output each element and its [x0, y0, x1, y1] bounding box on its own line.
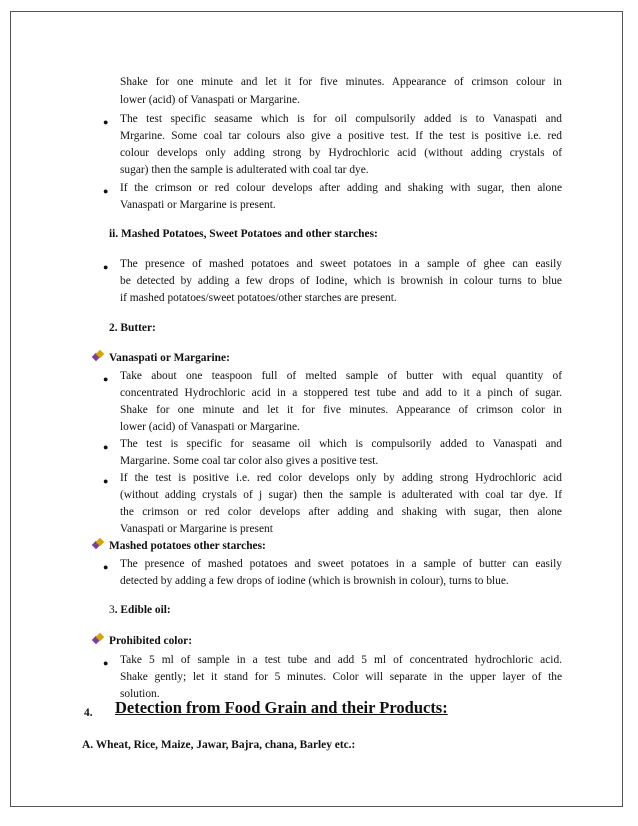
subsection-heading: Prohibited color: [109, 635, 192, 647]
subsection-heading: Mashed potatoes other starches: [109, 540, 266, 552]
text-line: Vanaspati or Margarine is present [120, 523, 273, 535]
bullet-icon: ● [103, 117, 109, 127]
bullet-icon: ● [103, 442, 109, 452]
text-line: sugar) then the sample is adulterated with coal tar dye. [120, 164, 369, 176]
subsection-heading: A. Wheat, Rice, Maize, Jawar, Bajra, chana, Barley etc.: [82, 739, 356, 751]
text-line: The presence of mashed potatoes and sweet potatoes in a sample of butter can easily [120, 558, 562, 570]
text-line: Take about one teaspoon full of melted sample of butter with equal quantity of [120, 370, 562, 382]
section-heading: ii. Mashed Potatoes, Sweet Potatoes and other starches: [109, 228, 378, 240]
text-line: solution. [120, 688, 160, 700]
bullet-icon: ● [103, 562, 109, 572]
text-line: Margarine. Some coal tar color also gives a positive test. [120, 455, 379, 467]
arrow-bullet-icon [93, 351, 104, 362]
text-line: if mashed potatoes/sweet potatoes/other starches are present. [120, 292, 397, 304]
section-number: 3 [109, 604, 115, 616]
text-line: concentrated Hydrochloric acid in a stoppered test tube and add to it a pinch of sugar. [120, 387, 562, 399]
bullet-icon: ● [103, 186, 109, 196]
text-line: The test specific seasame which is for oil compulsorily added is to Vanaspati and [120, 113, 562, 125]
section-heading: 2. Butter: [109, 322, 156, 334]
section-title: . Edible oil: [114, 604, 171, 616]
arrow-bullet-icon [93, 634, 104, 645]
bullet-icon: ● [103, 658, 109, 668]
text-line: Shake gently; let it stand for 5 minutes. Color will separate in the upper layer of the [120, 671, 562, 683]
bullet-icon: ● [103, 476, 109, 486]
arrow-bullet-icon [93, 539, 104, 550]
text-line: The presence of mashed potatoes and sweet potatoes in a sample of ghee can easily [120, 258, 562, 270]
text-line: Shake for one minute and let it for five minutes. Appearance of crimson colour in [120, 76, 562, 88]
text-line: the crimson or red color develops after adding and shaking with sugar, then alone [120, 506, 562, 518]
text-line: Mrgarine. Some coal tar colours also give a positive test. If the test is positive i.e. red [120, 130, 562, 142]
bullet-icon: ● [103, 262, 109, 272]
text-line: be detected by adding a few drops of Iodine, which is brownish in colour turns to blue [120, 275, 562, 287]
section-heading [109, 602, 171, 618]
text-line: If the test is positive i.e. red color develops only by adding strong Hydrochloric acid [120, 472, 562, 484]
text-line: Vanaspati or Margarine is present. [120, 199, 276, 211]
text-line: If the crimson or red colour develops after adding and shaking with sugar, then alone [120, 182, 562, 194]
text-line: colour develops only adding strong by Hydrochloric acid (without adding crystals of [120, 147, 562, 159]
subsection-heading: Vanaspati or Margarine: [109, 352, 230, 364]
text-line: lower (acid) of Vanaspati or Margarine. [120, 94, 300, 106]
section-number: 4. [84, 707, 93, 719]
section-title: Detection from Food Grain and their Products: [115, 698, 448, 717]
text-line: detected by adding a few drops of iodine (which is brownish in colour), turns to blue. [120, 575, 509, 587]
text-line: Take 5 ml of sample in a test tube and add 5 ml of concentrated hydrochloric acid. [120, 654, 562, 666]
text-line: Shake for one minute and let it for five minutes. Appearance of crimson color in [120, 404, 562, 416]
bullet-icon: ● [103, 374, 109, 384]
text-line: (without adding crystals of j sugar) then the sample is adulterated with coal tar dye. If [120, 489, 562, 501]
text-line: lower (acid) of Vanaspati or Margarine. [120, 421, 300, 433]
text-line: The test is specific for seasame oil which is compulsorily added to Vanaspati and [120, 438, 562, 450]
